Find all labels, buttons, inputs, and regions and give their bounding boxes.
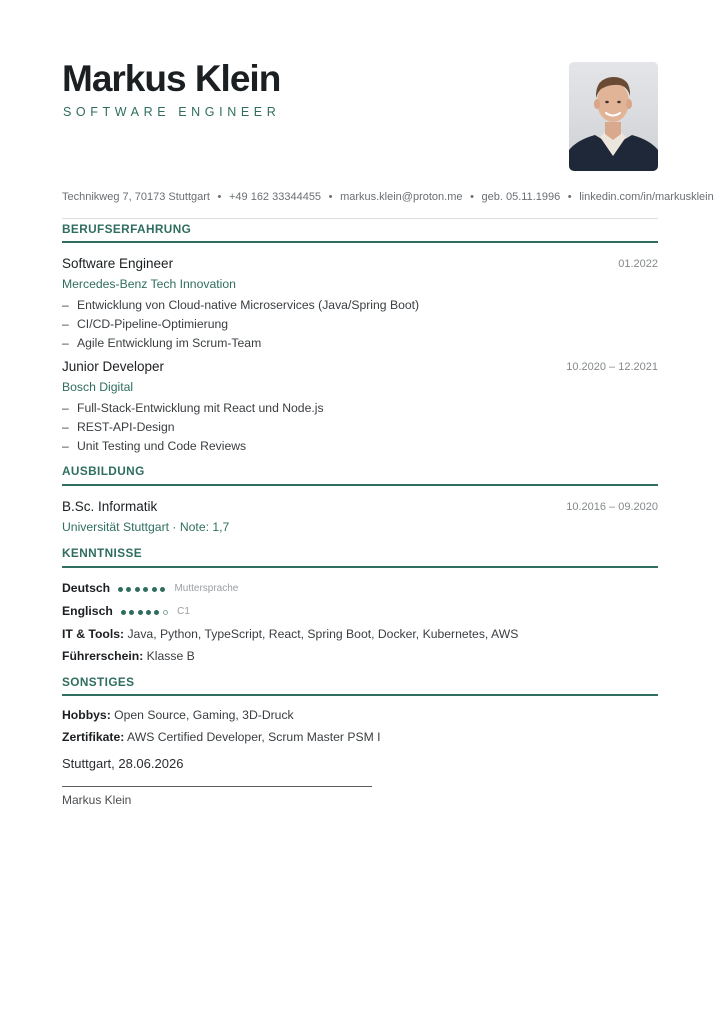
it-skills-row: [62, 626, 518, 642]
rating-dot-filled: [129, 610, 134, 615]
contact-linkedin[interactable]: linkedin.com/in/markusklein: [579, 191, 714, 203]
education-date: 10.2016 – 09.2020: [566, 501, 658, 513]
dash-marker: –: [62, 420, 69, 434]
dash-marker: –: [62, 336, 69, 350]
it-skills-label: IT & Tools:: [62, 627, 125, 641]
person-name: Markus Klein: [62, 58, 281, 99]
bullet-text: Full-Stack-Entwicklung mit React und Node.js: [77, 401, 324, 415]
rating-dot-filled: [146, 610, 151, 615]
certificates-value: AWS Certified Developer, Scrum Master PSM I: [127, 730, 381, 744]
section-divider: [62, 241, 658, 243]
bullet-text: Unit Testing und Code Reviews: [77, 439, 247, 453]
section-divider: [62, 694, 658, 696]
job-bullet: [62, 438, 246, 454]
rating-dot-filled: [118, 587, 123, 592]
rating-dot-filled: [154, 610, 159, 615]
separator-dot: •: [567, 191, 572, 203]
contact-divider: [62, 218, 658, 219]
job-company: Bosch Digital: [62, 380, 134, 394]
section-divider: [62, 566, 658, 568]
job-bullet: [62, 316, 228, 332]
rating-dots: [118, 581, 168, 597]
job-company: Mercedes-Benz Tech Innovation: [62, 277, 236, 291]
contact-birthdate: geb. 05.11.1996: [481, 191, 561, 203]
job-date: 10.2020 – 12.2021: [566, 361, 658, 373]
rating-dot-filled: [138, 610, 143, 615]
rating-dot-filled: [152, 587, 157, 592]
hobbies-value: Open Source, Gaming, 3D-Druck: [114, 708, 294, 722]
education-degree: B.Sc. Informatik: [62, 499, 158, 514]
section-divider: [62, 484, 658, 486]
job-title: SOFTWARE ENGINEER: [63, 105, 281, 119]
bullet-text: Entwicklung von Cloud-native Microservices (Java/Spring Boot): [77, 298, 420, 312]
signature-name: Markus Klein: [62, 793, 132, 807]
profile-photo: [569, 62, 658, 171]
certificates-label: Zertifikate:: [62, 730, 125, 744]
rating-dot-filled: [143, 587, 148, 592]
it-skills-value: Java, Python, TypeScript, React, Spring Boot, Docker, Kubernetes, AWS: [127, 627, 519, 641]
profile-photo-image: [569, 62, 658, 171]
rating-dot-filled: [126, 587, 131, 592]
contact-address: Technikweg 7, 70173 Stuttgart: [62, 191, 210, 203]
rating-dot-empty: [163, 610, 168, 615]
section-title-skills: KENNTNISSE: [62, 546, 143, 560]
job-position: Software Engineer: [62, 256, 174, 271]
education-school: Universität Stuttgart · Note: 1,7: [62, 520, 230, 534]
job-bullet: [62, 400, 324, 416]
language-label: Englisch: [62, 604, 113, 618]
bullet-text: Agile Entwicklung im Scrum-Team: [77, 336, 262, 350]
contact-email[interactable]: markus.klein@proton.me: [340, 191, 463, 203]
rating-dot-filled: [135, 587, 140, 592]
language-level: C1: [177, 605, 190, 617]
rating-dot-filled: [160, 587, 165, 592]
language-row: [62, 580, 238, 597]
certificates-row: [62, 729, 381, 745]
section-title-education: AUSBILDUNG: [62, 464, 145, 478]
license-row: [62, 648, 195, 664]
rating-dots: [121, 604, 171, 620]
bullet-text: REST-API-Design: [77, 420, 175, 434]
contact-line: [62, 190, 720, 204]
dash-marker: –: [62, 298, 69, 312]
section-title-experience: BERUFSERFAHRUNG: [62, 222, 192, 236]
separator-dot: •: [470, 191, 474, 203]
hobbies-label: Hobbys:: [62, 708, 111, 722]
language-level: Muttersprache: [174, 582, 239, 594]
job-bullet: [62, 297, 419, 313]
job-bullet: [62, 419, 175, 435]
job-position: Junior Developer: [62, 359, 165, 374]
language-row: [62, 603, 190, 620]
section-title-other: SONSTIGES: [62, 675, 135, 689]
separator-dot: •: [217, 191, 222, 203]
job-bullet: [62, 335, 261, 351]
separator-dot: •: [328, 191, 333, 203]
place-date: Stuttgart, 28.06.2026: [62, 756, 184, 771]
job-date: 01.2022: [618, 258, 658, 270]
language-label: Deutsch: [62, 581, 111, 595]
license-label: Führerschein:: [62, 649, 144, 663]
dash-marker: –: [62, 401, 69, 415]
bullet-text: CI/CD-Pipeline-Optimierung: [77, 317, 229, 331]
rating-dot-filled: [121, 610, 126, 615]
contact-phone[interactable]: +49 162 33344455: [228, 191, 322, 203]
hobbies-row: [62, 707, 294, 723]
license-value: Klasse B: [146, 649, 195, 663]
dash-marker: –: [62, 439, 69, 453]
signature-line: [62, 786, 372, 787]
dash-marker: –: [62, 317, 69, 331]
